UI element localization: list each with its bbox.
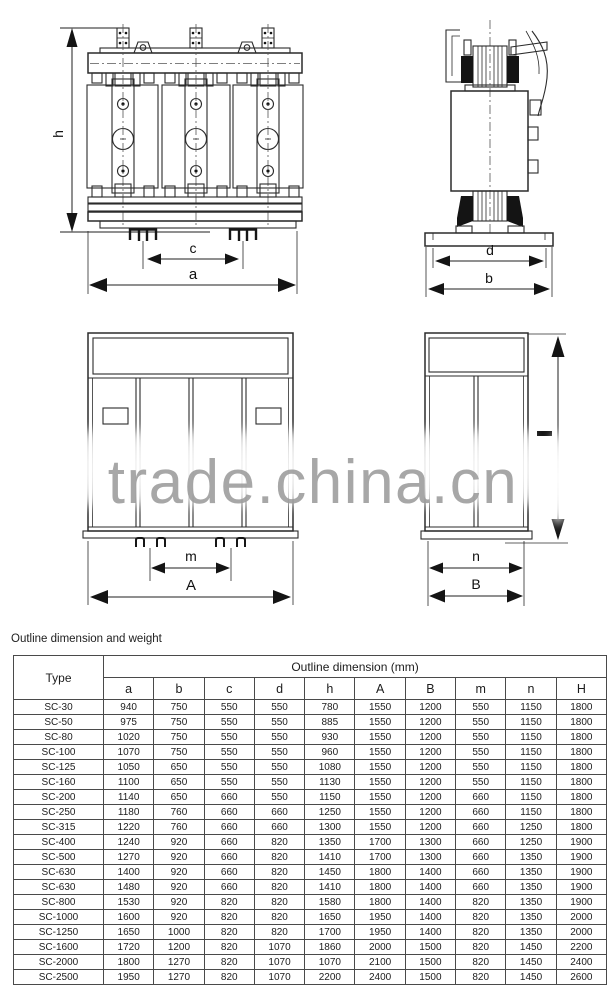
value-cell: 1450 [506,955,556,970]
column-header: d [254,678,304,700]
table-row [14,730,607,745]
type-cell: SC-630 [14,865,104,880]
value-cell: 660 [204,880,254,895]
value-cell: 1180 [104,805,154,820]
table-row [14,970,607,985]
dim-c [143,240,243,269]
value-cell: 820 [456,895,506,910]
value-cell: 1800 [556,700,606,715]
value-cell: 820 [456,940,506,955]
value-cell: 1150 [506,790,556,805]
dim-label-c: c [189,240,197,256]
value-cell: 975 [104,715,154,730]
value-cell: 1070 [254,940,304,955]
type-cell: SC-800 [14,895,104,910]
value-cell: 1800 [556,745,606,760]
value-cell: 1800 [355,865,405,880]
column-header: n [506,678,556,700]
table-row [14,850,607,865]
value-cell: 780 [305,700,355,715]
value-cell: 1500 [405,970,455,985]
value-cell: 550 [254,790,304,805]
value-cell: 1400 [405,880,455,895]
value-cell: 1550 [355,730,405,745]
value-cell: 920 [154,910,204,925]
value-cell: 1860 [305,940,355,955]
value-cell: 1400 [405,925,455,940]
value-cell: 1200 [405,775,455,790]
value-cell: 2600 [556,970,606,985]
value-cell: 1140 [104,790,154,805]
watermark-text: trade.china.cn [107,448,519,517]
value-cell: 650 [154,775,204,790]
value-cell: 1500 [405,955,455,970]
column-header: b [154,678,204,700]
value-cell: 2000 [355,940,405,955]
value-cell: 750 [154,700,204,715]
value-cell: 1100 [104,775,154,790]
value-cell: 550 [254,730,304,745]
value-cell: 1650 [104,925,154,940]
value-cell: 1950 [355,925,405,940]
type-cell: SC-1000 [14,910,104,925]
table-row [14,895,607,910]
value-cell: 1800 [556,805,606,820]
value-cell: 550 [456,760,506,775]
value-cell: 1900 [556,835,606,850]
type-cell: SC-2500 [14,970,104,985]
value-cell: 2000 [556,925,606,940]
value-cell: 660 [204,865,254,880]
value-cell: 1150 [506,730,556,745]
value-cell: 1900 [556,880,606,895]
table-row [14,910,607,925]
table-row [14,925,607,940]
dim-h [50,28,210,232]
value-cell: 1200 [405,715,455,730]
value-cell: 1350 [506,865,556,880]
value-cell: 1450 [506,940,556,955]
value-cell: 1650 [305,910,355,925]
value-cell: 920 [154,895,204,910]
value-cell: 550 [456,775,506,790]
value-cell: 1070 [254,970,304,985]
value-cell: 1150 [506,760,556,775]
value-cell: 820 [204,895,254,910]
column-header: m [456,678,506,700]
enclosure-feet [136,538,245,547]
top-clamp-beam [88,53,302,73]
value-cell: 750 [154,730,204,745]
value-cell: 1800 [556,715,606,730]
value-cell: 2000 [556,910,606,925]
value-cell: 820 [254,850,304,865]
table-row [14,790,607,805]
value-cell: 820 [204,955,254,970]
table-row [14,760,607,775]
value-cell: 920 [154,880,204,895]
value-cell: 1550 [355,700,405,715]
value-cell: 820 [204,940,254,955]
value-cell: 1410 [305,880,355,895]
value-cell: 1150 [305,790,355,805]
value-cell: 760 [154,805,204,820]
type-cell: SC-125 [14,760,104,775]
value-cell: 760 [154,820,204,835]
value-cell: 2200 [556,940,606,955]
type-header: Type [14,656,104,700]
column-header: a [104,678,154,700]
type-cell: SC-500 [14,850,104,865]
value-cell: 1300 [405,835,455,850]
value-cell: 1600 [104,910,154,925]
value-cell: 1550 [355,715,405,730]
value-cell: 1700 [305,925,355,940]
value-cell: 550 [456,730,506,745]
value-cell: 1580 [305,895,355,910]
value-cell: 1050 [104,760,154,775]
type-cell: SC-1600 [14,940,104,955]
value-cell: 1550 [355,760,405,775]
value-cell: 550 [254,760,304,775]
value-cell: 1800 [355,880,405,895]
table-row [14,745,607,760]
value-cell: 550 [254,775,304,790]
type-cell: SC-250 [14,805,104,820]
value-cell: 1900 [556,865,606,880]
value-cell: 660 [456,865,506,880]
transformer-front-view [50,24,303,294]
value-cell: 1250 [305,805,355,820]
value-cell: 1200 [405,760,455,775]
value-cell: 550 [204,700,254,715]
column-header: B [405,678,455,700]
table-caption: Outline dimension and weight [11,633,162,645]
table-row [14,715,607,730]
value-cell: 1070 [305,955,355,970]
value-cell: 550 [456,745,506,760]
column-header: c [204,678,254,700]
type-cell: SC-200 [14,790,104,805]
table-row [14,865,607,880]
value-cell: 1080 [305,760,355,775]
value-cell: 1800 [104,955,154,970]
dim-label-a: a [188,266,198,283]
value-cell: 1400 [405,895,455,910]
value-cell: 930 [305,730,355,745]
dimension-table [13,655,607,985]
value-cell: 1500 [405,940,455,955]
value-cell: 1950 [104,970,154,985]
transformer-side-view [425,20,553,297]
group-header: Outline dimension (mm) [104,656,607,678]
value-cell: 1020 [104,730,154,745]
value-cell: 660 [204,850,254,865]
value-cell: 1200 [405,820,455,835]
value-cell: 750 [154,745,204,760]
value-cell: 820 [204,970,254,985]
value-cell: 820 [254,910,304,925]
value-cell: 1070 [104,745,154,760]
value-cell: 2400 [355,970,405,985]
dim-label-B: B [471,576,481,592]
table-row [14,940,607,955]
value-cell: 650 [154,760,204,775]
type-cell: SC-50 [14,715,104,730]
value-cell: 920 [154,865,204,880]
dim-label-n: n [472,548,480,564]
table-row [14,820,607,835]
value-cell: 550 [254,715,304,730]
table-row [14,700,607,715]
value-cell: 1350 [506,880,556,895]
value-cell: 1900 [556,850,606,865]
value-cell: 660 [456,835,506,850]
value-cell: 550 [204,745,254,760]
value-cell: 820 [456,955,506,970]
value-cell: 550 [204,760,254,775]
value-cell: 1350 [506,850,556,865]
table-row [14,955,607,970]
value-cell: 1070 [254,955,304,970]
value-cell: 820 [456,910,506,925]
coil-body [451,91,528,191]
value-cell: 660 [204,835,254,850]
value-cell: 1250 [506,835,556,850]
value-cell: 550 [204,775,254,790]
value-cell: 1150 [506,745,556,760]
louver-panel [93,338,288,374]
value-cell: 1950 [355,910,405,925]
value-cell: 1400 [405,910,455,925]
value-cell: 1270 [154,955,204,970]
value-cell: 660 [254,820,304,835]
value-cell: 885 [305,715,355,730]
value-cell: 1220 [104,820,154,835]
value-cell: 1550 [355,820,405,835]
value-cell: 1350 [305,835,355,850]
value-cell: 660 [456,850,506,865]
nameplate-right [256,408,281,424]
type-cell: SC-315 [14,820,104,835]
table-row [14,880,607,895]
value-cell: 550 [254,745,304,760]
value-cell: 1900 [556,895,606,910]
dimension-table-body [14,700,607,985]
value-cell: 1250 [506,820,556,835]
dim-B [429,576,523,603]
value-cell: 1550 [355,775,405,790]
base-rails [88,197,302,228]
table-row [14,805,607,820]
value-cell: 1350 [506,895,556,910]
value-cell: 660 [204,805,254,820]
value-cell: 960 [305,745,355,760]
value-cell: 1350 [506,910,556,925]
value-cell: 1400 [104,865,154,880]
type-cell: SC-2000 [14,955,104,970]
value-cell: 550 [204,730,254,745]
value-cell: 1700 [355,850,405,865]
value-cell: 1200 [405,745,455,760]
value-cell: 1550 [355,790,405,805]
value-cell: 660 [456,880,506,895]
type-cell: SC-1250 [14,925,104,940]
value-cell: 550 [456,715,506,730]
value-cell: 1200 [405,700,455,715]
value-cell: 1480 [104,880,154,895]
value-cell: 1300 [305,820,355,835]
value-cell: 750 [154,715,204,730]
value-cell: 1550 [355,745,405,760]
louver-panel-side [429,338,524,372]
value-cell: 1450 [506,970,556,985]
type-cell: SC-80 [14,730,104,745]
value-cell: 1200 [405,805,455,820]
value-cell: 2100 [355,955,405,970]
value-cell: 1800 [556,790,606,805]
value-cell: 2200 [305,970,355,985]
type-cell: SC-100 [14,745,104,760]
value-cell: 1700 [355,835,405,850]
column-header: h [305,678,355,700]
type-cell: SC-630 [14,880,104,895]
value-cell: 1150 [506,715,556,730]
nameplate-left [103,408,128,424]
type-cell: SC-30 [14,700,104,715]
dim-label-m: m [185,548,197,564]
value-cell: 820 [254,880,304,895]
value-cell: 2400 [556,955,606,970]
dim-label-A: A [185,577,197,594]
value-cell: 1150 [506,775,556,790]
value-cell: 820 [456,970,506,985]
value-cell: 660 [254,805,304,820]
value-cell: 660 [204,820,254,835]
value-cell: 1000 [154,925,204,940]
value-cell: 820 [456,925,506,940]
value-cell: 820 [204,910,254,925]
value-cell: 1450 [305,865,355,880]
value-cell: 1530 [104,895,154,910]
value-cell: 820 [254,925,304,940]
value-cell: 1200 [405,790,455,805]
table-row [14,775,607,790]
value-cell: 1240 [104,835,154,850]
value-cell: 1200 [405,730,455,745]
value-cell: 920 [154,835,204,850]
value-cell: 660 [456,820,506,835]
column-header: H [556,678,606,700]
value-cell: 1200 [154,940,204,955]
value-cell: 1800 [556,760,606,775]
value-cell: 660 [456,790,506,805]
value-cell: 940 [104,700,154,715]
value-cell: 1550 [355,805,405,820]
value-cell: 820 [254,865,304,880]
value-cell: 1410 [305,850,355,865]
value-cell: 550 [456,700,506,715]
hv-terminals [117,28,274,48]
value-cell: 550 [204,715,254,730]
value-cell: 1270 [104,850,154,865]
value-cell: 1350 [506,925,556,940]
column-header: A [355,678,405,700]
value-cell: 820 [254,835,304,850]
value-cell: 1800 [355,895,405,910]
value-cell: 660 [456,805,506,820]
dim-label-h: h [50,130,66,138]
value-cell: 550 [254,700,304,715]
value-cell: 1270 [154,970,204,985]
dim-label-b: b [485,270,493,286]
value-cell: 820 [204,925,254,940]
value-cell: 660 [204,790,254,805]
value-cell: 920 [154,850,204,865]
value-cell: 1720 [104,940,154,955]
value-cell: 1800 [556,730,606,745]
value-cell: 1150 [506,805,556,820]
value-cell: 650 [154,790,204,805]
value-cell: 1800 [556,775,606,790]
type-cell: SC-160 [14,775,104,790]
dim-label-d: d [486,242,494,258]
type-cell: SC-400 [14,835,104,850]
value-cell: 1400 [405,865,455,880]
value-cell: 1800 [556,820,606,835]
table-row [14,835,607,850]
value-cell: 1130 [305,775,355,790]
value-cell: 1150 [506,700,556,715]
value-cell: 820 [254,895,304,910]
value-cell: 1300 [405,850,455,865]
